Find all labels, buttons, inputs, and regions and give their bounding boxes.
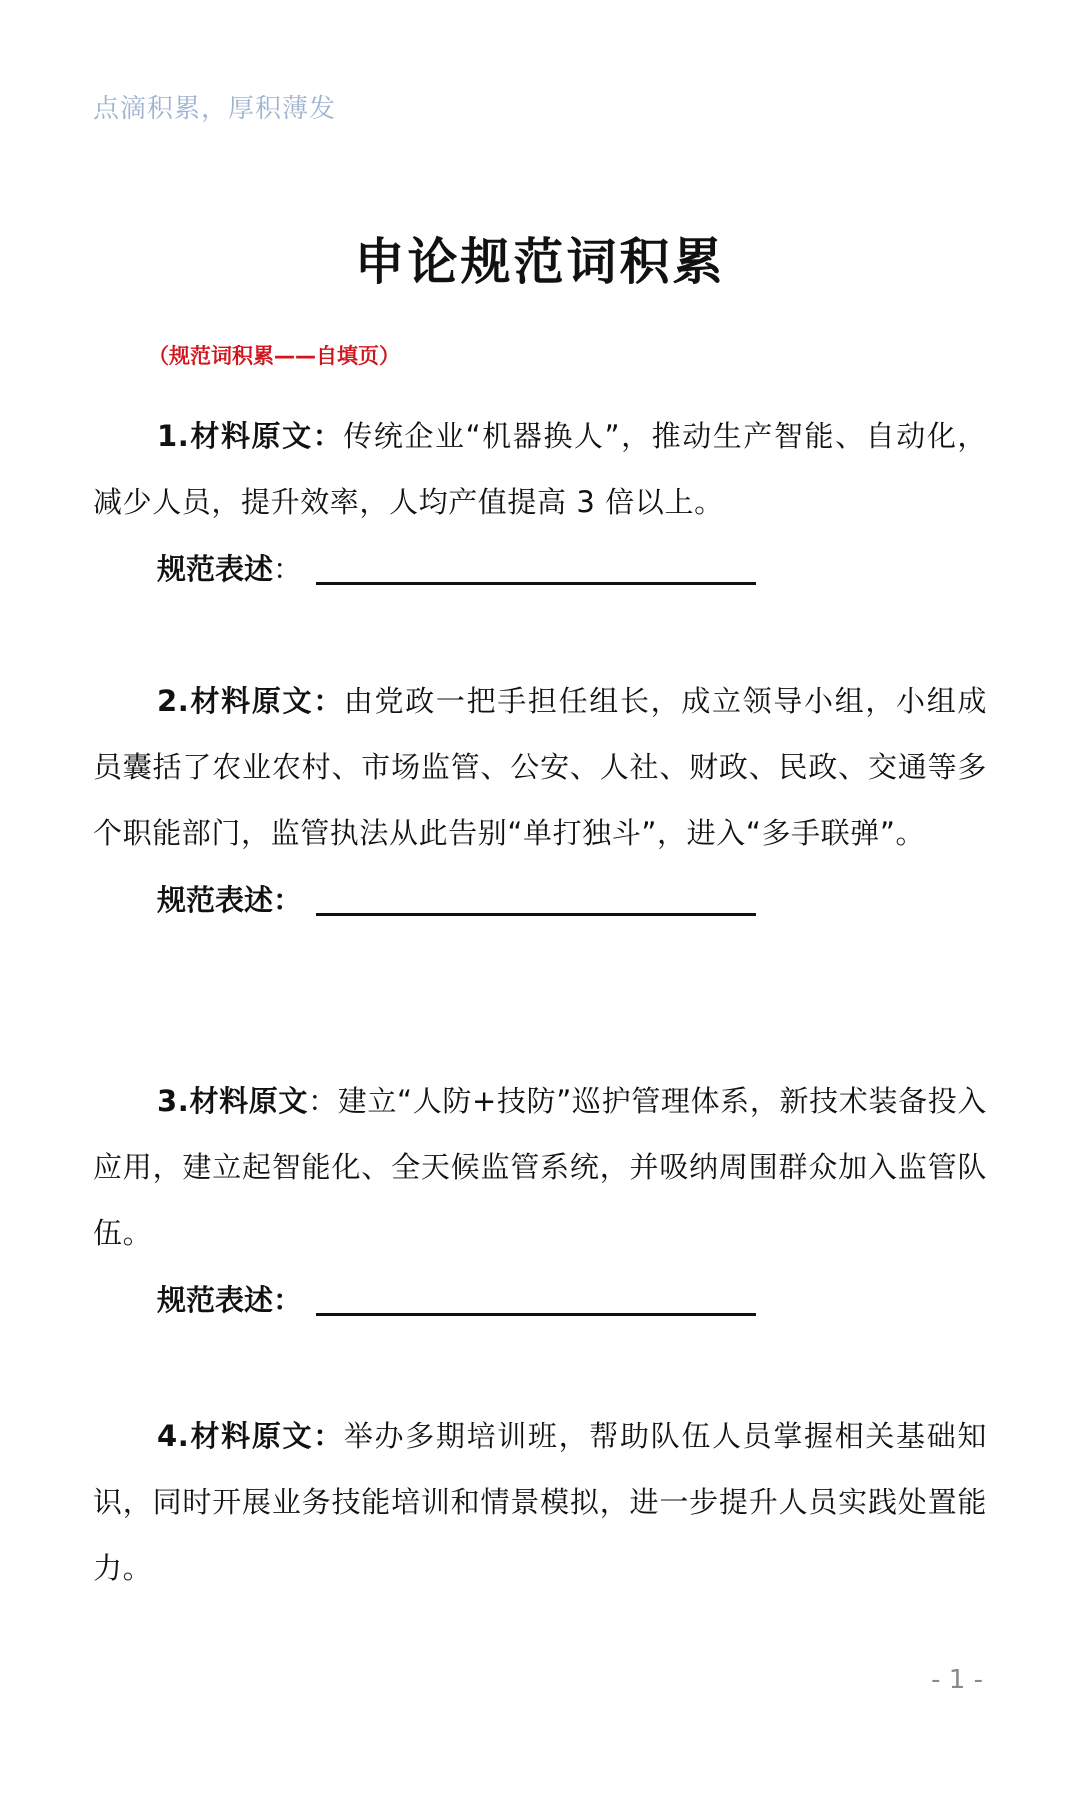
material-text: 由党政一把手担任组长，成立领导小组，小组成员囊括了农业农村、市场监管、公安、人社、财政、民政、交通等多个职能部门，监管执法从此告别“单打独斗”，进入“多手联弹”。	[93, 684, 988, 850]
document-title: 申论规范词积累	[354, 233, 726, 291]
material-label: 4.材料原文	[157, 1419, 314, 1453]
material-item-1	[93, 403, 987, 599]
answer-row	[93, 1270, 987, 1330]
material-paragraph	[93, 1403, 987, 1601]
answer-label: 规范表述	[157, 552, 274, 586]
answer-blank-line[interactable]	[316, 1273, 756, 1316]
page-number: - 1 -	[931, 1665, 983, 1695]
material-label: 2.材料原文	[157, 684, 314, 718]
answer-label: 规范表述	[157, 883, 274, 917]
material-item-4	[93, 1403, 987, 1601]
answer-row	[93, 870, 987, 930]
material-item-2	[93, 668, 987, 930]
material-paragraph	[93, 668, 987, 866]
answer-label: 规范表述	[157, 1283, 274, 1317]
material-label-colon: ：	[313, 1419, 344, 1453]
answer-blank-line[interactable]	[316, 542, 756, 585]
material-label: 1.材料原文	[157, 419, 313, 453]
material-label: 3.材料原文	[157, 1084, 309, 1118]
answer-label-colon: ：	[273, 552, 303, 586]
material-paragraph	[93, 403, 987, 535]
material-label-colon: ：	[312, 419, 344, 453]
answer-label-colon: ：	[273, 1283, 303, 1317]
material-label-colon: ：	[313, 684, 344, 718]
material-label-colon: ：	[308, 1084, 338, 1118]
material-paragraph	[93, 1068, 987, 1266]
header-motto: 点滴积累，厚积薄发	[93, 94, 337, 124]
material-text: 传统企业“机器换人”，推动生产智能、自动化，减少人员，提升效率，人均产值提高 3 倍以上。	[93, 419, 988, 519]
answer-blank-line[interactable]	[316, 873, 756, 916]
material-text: 举办多期培训班，帮助队伍人员掌握相关基础知识，同时开展业务技能培训和情景模拟，进一步提升人员实践处置能力。	[93, 1419, 988, 1585]
material-item-3	[93, 1068, 987, 1330]
document-subtitle: （规范词积累——自填页）	[148, 344, 400, 368]
material-text: 建立“人防+技防”巡护管理体系，新技术装备投入应用，建立起智能化、全天候监管系统，并吸纳周围群众加入监管队伍。	[93, 1084, 987, 1250]
answer-label-colon: ：	[273, 883, 303, 917]
answer-row	[93, 539, 987, 599]
